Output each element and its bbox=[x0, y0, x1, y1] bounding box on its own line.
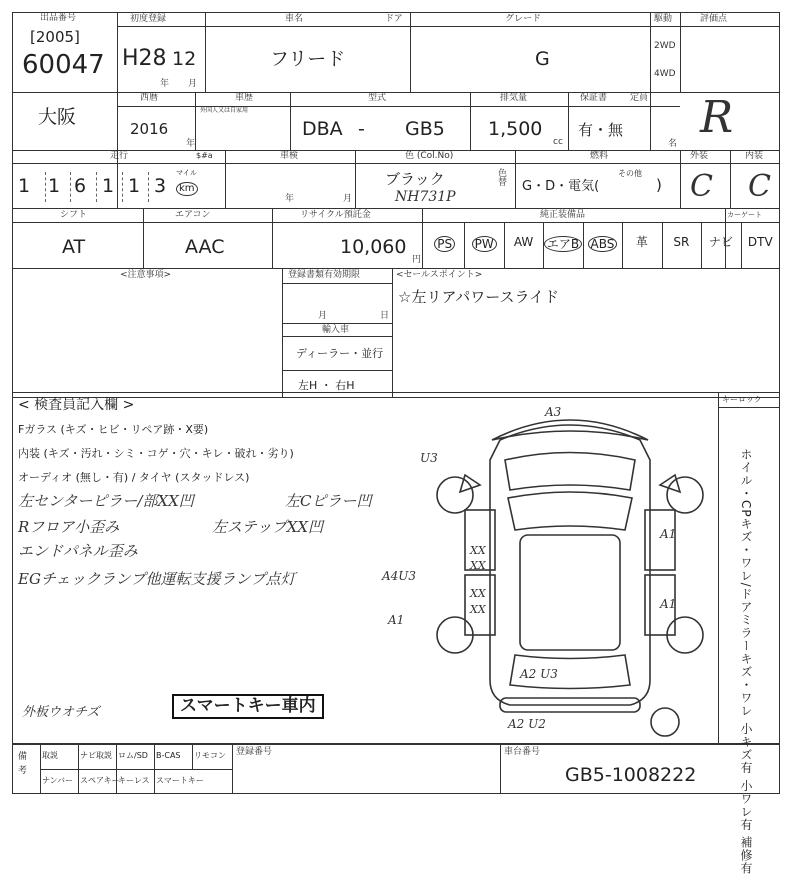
bottom-note: 外板ウオチズ bbox=[22, 705, 100, 720]
mileage-div-5 bbox=[148, 172, 149, 202]
notes-line-3 bbox=[282, 336, 392, 337]
mileage-digit-6: 3 bbox=[154, 175, 167, 197]
shift-label: シフト bbox=[60, 210, 88, 220]
mileage-div-4 bbox=[122, 172, 123, 202]
footer-item: ナビ取説 bbox=[80, 751, 112, 760]
color-label: 色 (Col.No) bbox=[405, 151, 454, 161]
interior-line: 内装 (キズ・汚れ・シミ・コゲ・穴・キレ・破れ・劣り) bbox=[18, 447, 294, 460]
equipment-divider bbox=[741, 222, 742, 268]
model-dash: - bbox=[358, 118, 365, 140]
footer-col-end bbox=[232, 744, 233, 794]
equipment-divider bbox=[464, 222, 465, 268]
door-label: ドア bbox=[385, 14, 403, 24]
equipment-item: DTV bbox=[747, 235, 773, 249]
first-reg-label: 初度登録 bbox=[130, 14, 167, 24]
sales-label: <セールスポイント> bbox=[396, 270, 483, 280]
mileage-div-1 bbox=[45, 172, 46, 202]
notes-line-4 bbox=[282, 370, 392, 371]
car-name: フリード bbox=[270, 48, 346, 70]
mileage-digit-2: 1 bbox=[48, 175, 61, 197]
equipment-label: 純正装備品 bbox=[540, 210, 586, 220]
reg-no-label: 登録番号 bbox=[236, 747, 273, 757]
r3-col-4 bbox=[680, 150, 681, 208]
dealer-type: ディーラー・並行 bbox=[296, 347, 384, 360]
score-value: R bbox=[700, 92, 734, 143]
notes-col-1 bbox=[282, 268, 283, 398]
footer-item: スペアキー bbox=[80, 776, 120, 785]
remarks-label: 備考 bbox=[18, 752, 28, 776]
footer-item: キーレス bbox=[118, 776, 150, 785]
exterior-label: 外装 bbox=[690, 151, 709, 161]
equipment-divider bbox=[543, 222, 544, 268]
interior-label: 内装 bbox=[745, 151, 764, 161]
note-line-1: 左センターピラー/部XX凹 bbox=[18, 492, 194, 510]
color: ブラック bbox=[385, 170, 445, 188]
notes-label-line bbox=[282, 283, 392, 284]
r2-col-1 bbox=[195, 92, 196, 150]
car-name-label: 車名 bbox=[285, 14, 304, 24]
capacity-unit: 名 bbox=[668, 139, 678, 149]
footer-item: ロム/SD bbox=[118, 751, 148, 760]
equipment-item: ナビ bbox=[708, 235, 733, 249]
year-code: [2005] bbox=[30, 28, 80, 46]
row4-bottom-line bbox=[12, 268, 780, 269]
row3-label-line bbox=[12, 163, 780, 164]
row3-bottom-line bbox=[12, 208, 780, 209]
color-change-label: 色替 bbox=[498, 169, 508, 188]
footer-divider bbox=[116, 744, 117, 769]
western-label: 西暦 bbox=[140, 93, 159, 103]
equipment-divider bbox=[583, 222, 584, 268]
audio-line: オーディオ (無し・有) / タイヤ (スタッドレス) bbox=[18, 471, 250, 484]
equipment-item: SR bbox=[673, 235, 690, 249]
mark-a2u3: A2 U3 bbox=[520, 667, 558, 681]
lot-number: 60047 bbox=[22, 50, 105, 80]
mileage-digit-1: 1 bbox=[18, 175, 31, 197]
footer-col-chassis bbox=[500, 744, 501, 794]
deadline-day: 日 bbox=[380, 311, 390, 321]
equipment-item: AW bbox=[513, 235, 534, 249]
region: 大阪 bbox=[38, 106, 77, 128]
footer-divider bbox=[78, 769, 79, 794]
equipment-item: PW bbox=[464, 236, 503, 252]
right-vertical-text: ホイル・CPキズ・ワレ/ドアミラーキズ・ワレ 小キズ有 小ワレ有 補修有 bbox=[739, 448, 753, 875]
r2-col-3 bbox=[470, 92, 471, 150]
footer-divider bbox=[154, 769, 155, 794]
key-lock-line bbox=[718, 407, 780, 408]
warranty-label: 保証書 bbox=[580, 93, 608, 103]
note-line-4: 左ステップXX凹 bbox=[212, 518, 324, 536]
displacement-label: 排気量 bbox=[500, 93, 528, 103]
fuel-other-label: その他 bbox=[618, 169, 642, 178]
r2-col-4 bbox=[568, 92, 569, 150]
note-line-5: エンドパネル歪み bbox=[18, 542, 138, 560]
drive-2wd: 2WD bbox=[654, 41, 676, 51]
mileage-div-2 bbox=[70, 172, 71, 202]
notes-col-2 bbox=[392, 268, 393, 398]
mark-a1-upper: A1 bbox=[660, 527, 677, 541]
ac-value: AAC bbox=[185, 236, 225, 258]
mileage-digit-5: 1 bbox=[128, 175, 141, 197]
recycle-value: 10,060 bbox=[340, 236, 407, 258]
inspection-month: 月 bbox=[343, 194, 353, 204]
car-damage-diagram bbox=[420, 400, 720, 740]
mark-a4u3: A4U3 bbox=[382, 569, 417, 583]
col-line-4 bbox=[650, 12, 651, 150]
row1-bottom-line bbox=[12, 92, 780, 93]
fuel-value: G・D・電気( bbox=[522, 179, 600, 194]
notes-line-2 bbox=[282, 323, 392, 324]
mileage-digit-3: 6 bbox=[74, 175, 87, 197]
inspection-label: 車検 bbox=[280, 151, 299, 161]
warranty-value: 有・無 bbox=[578, 121, 624, 139]
key-lock-label: キーロック bbox=[722, 395, 762, 404]
mark-a2u2: A2 U2 bbox=[508, 717, 546, 731]
col-line-1 bbox=[117, 12, 118, 208]
fuel-close: ) bbox=[656, 176, 662, 194]
footer-item: ナンバー bbox=[42, 776, 74, 785]
r3-col-2 bbox=[355, 150, 356, 208]
mileage-digit-4: 1 bbox=[102, 175, 115, 197]
grade-label: グレード bbox=[505, 14, 542, 24]
month-unit: 月 bbox=[188, 79, 198, 89]
import-label: 輸入車 bbox=[322, 325, 350, 335]
year-unit: 年 bbox=[160, 79, 170, 89]
mileage-prefix: $#a bbox=[196, 151, 213, 160]
footer-item: B-CAS bbox=[156, 751, 181, 760]
footer-divider bbox=[192, 744, 193, 769]
col-line-5 bbox=[680, 12, 681, 92]
grade: G bbox=[535, 48, 550, 70]
r3-col-1 bbox=[225, 150, 226, 208]
mileage-div-3 bbox=[96, 172, 97, 202]
capacity-label: 定員 bbox=[630, 93, 649, 103]
model-code: GB5 bbox=[405, 118, 445, 140]
western-year-unit: 年 bbox=[186, 139, 196, 149]
footer-item: スマートキー bbox=[156, 776, 204, 785]
doc-deadline-label: 登録書類有効期限 bbox=[288, 270, 361, 280]
equipment-item: PS bbox=[425, 236, 464, 252]
mileage-unit: km bbox=[176, 182, 198, 196]
exterior-grade: C bbox=[690, 169, 713, 204]
drive-4wd: 4WD bbox=[654, 69, 676, 79]
mark-u3: U3 bbox=[420, 451, 438, 465]
col-line-3 bbox=[410, 12, 411, 92]
footer-divider bbox=[116, 769, 117, 794]
footer-mid-line bbox=[40, 769, 232, 770]
model-label: 型式 bbox=[368, 93, 387, 103]
sales-point: ☆左リアパワースライド bbox=[398, 288, 560, 306]
equipment-divider bbox=[504, 222, 505, 268]
equipment-item: ABS bbox=[583, 236, 622, 252]
footer-divider bbox=[154, 744, 155, 769]
r2-col-2 bbox=[290, 92, 291, 150]
r3-col-5 bbox=[730, 150, 731, 208]
model-prefix: DBA bbox=[302, 118, 343, 140]
mark-a1-left: A1 bbox=[388, 613, 405, 627]
fuel-label: 燃料 bbox=[590, 151, 609, 161]
row1-label-line bbox=[117, 26, 780, 27]
score-label: 評価点 bbox=[700, 14, 728, 24]
equipment-divider bbox=[662, 222, 663, 268]
footer-divider bbox=[78, 744, 79, 769]
equipment-item: 革 bbox=[635, 235, 648, 249]
note-line-6: EGチェックランプ他運転支援ランプ点灯 bbox=[18, 570, 296, 588]
mark-a1-right: A1 bbox=[660, 597, 677, 611]
inspection-year: 年 bbox=[285, 194, 295, 204]
col-line-2 bbox=[205, 12, 206, 92]
note-line-3: Rフロア小歪み bbox=[18, 518, 120, 536]
mark-xx-1: XX bbox=[470, 544, 486, 557]
inspector-title: < 検査員記入欄 > bbox=[18, 397, 135, 413]
equipment-item: エアB bbox=[543, 236, 582, 252]
western-year: 2016 bbox=[130, 120, 169, 138]
smart-key-note: スマートキー車内 bbox=[172, 694, 324, 719]
r4-col-1 bbox=[143, 208, 144, 268]
recycle-label: リサイクル預託金 bbox=[300, 210, 371, 220]
glass-line: Fガラス (キズ・ヒビ・リペア跡・X要) bbox=[18, 423, 209, 436]
equipment-divider bbox=[701, 222, 702, 268]
r3-col-3 bbox=[515, 150, 516, 208]
mark-a3: A3 bbox=[545, 405, 562, 419]
notes-label: <注意事項> bbox=[120, 270, 172, 280]
top-label: 出品番号 bbox=[40, 13, 77, 23]
mark-xx-3: XX bbox=[470, 587, 486, 600]
first-reg-month: 12 bbox=[172, 48, 197, 70]
equipment-divider bbox=[622, 222, 623, 268]
car-gate-label: カーゲート bbox=[727, 211, 762, 219]
displacement-unit: cc bbox=[553, 137, 563, 147]
color-number: NH731P bbox=[395, 189, 456, 205]
history-sub: 外国人又は自家用 bbox=[200, 107, 249, 114]
mark-xx-4: XX bbox=[470, 603, 486, 616]
displacement: 1,500 bbox=[488, 118, 543, 140]
recycle-unit: 円 bbox=[412, 255, 422, 265]
steering-side: 左H ・ 右H bbox=[298, 379, 355, 392]
first-reg-era: H28 bbox=[122, 46, 167, 71]
row4-label-line bbox=[12, 222, 780, 223]
chassis-number: GB5-1008222 bbox=[565, 764, 697, 786]
mileage-label: 走行 bbox=[110, 151, 129, 161]
mark-xx-2: XX bbox=[470, 559, 486, 572]
ac-label: エアコン bbox=[175, 210, 211, 220]
history-label: 車歴 bbox=[235, 93, 254, 103]
deadline-month: 月 bbox=[318, 311, 328, 321]
r4-col-3 bbox=[422, 208, 423, 268]
r4-col-2 bbox=[272, 208, 273, 268]
mileage-unit-top: マイル bbox=[176, 169, 197, 177]
drive-label: 駆動 bbox=[654, 14, 673, 24]
footer-item: リモコン bbox=[194, 751, 226, 760]
note-line-2: 左Cピラー凹 bbox=[285, 492, 372, 510]
footer-item: 取説 bbox=[42, 751, 58, 760]
interior-grade: C bbox=[748, 169, 771, 204]
chassis-label: 車台番号 bbox=[504, 747, 541, 757]
shift-value: AT bbox=[62, 236, 86, 258]
